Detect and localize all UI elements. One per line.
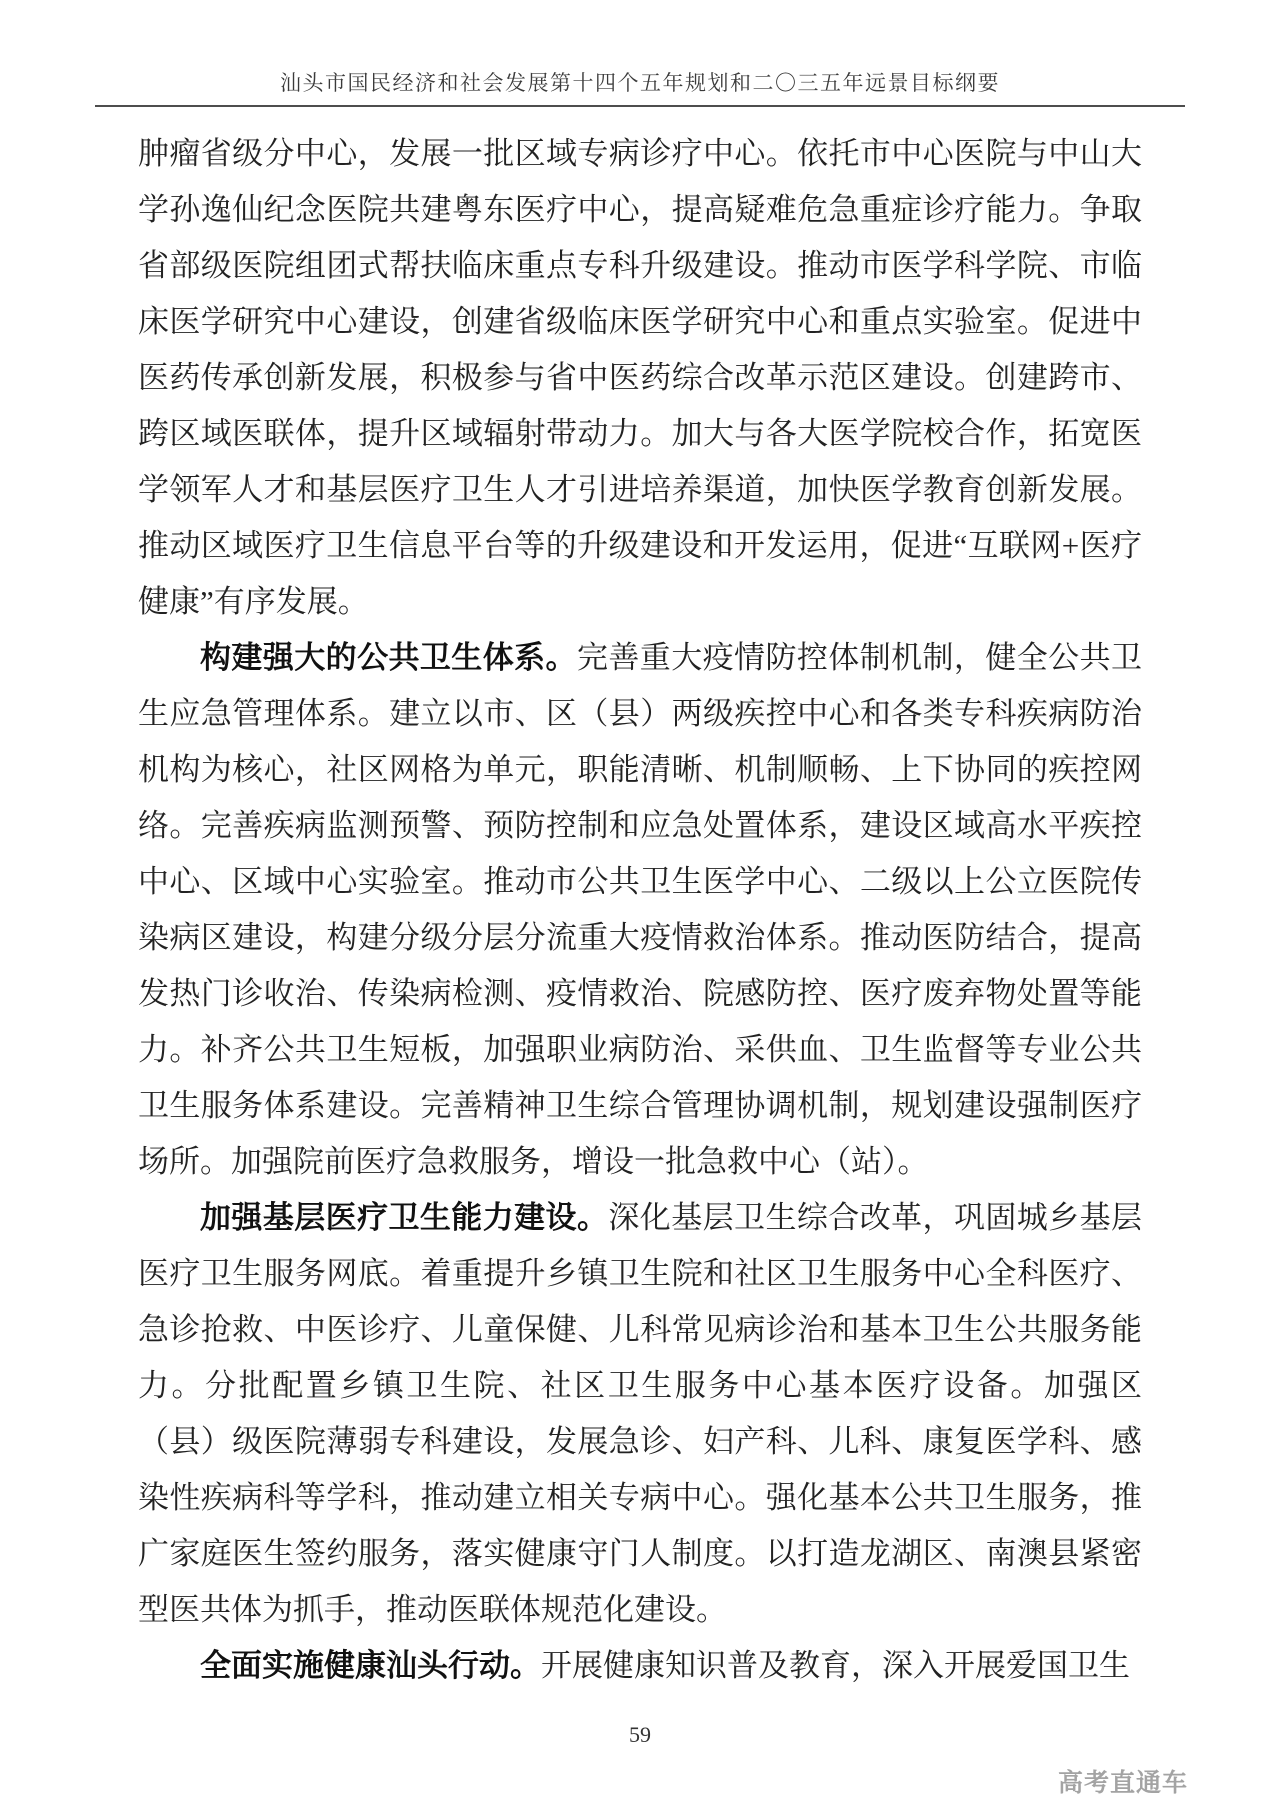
paragraph-2: 构建强大的公共卫生体系。完善重大疫情防控体制机制，健全公共卫生应急管理体系。建立以市、区（县）两级疾控中心和各类专科疾病防治机构为核心，社区网格为单元，职能清晰、机制顺畅、上下协同的疾控网络。完善疾病监测预警、预防控制和应急处置体系，建设区域高水平疾控中心、区域中心实验室。推动市公共卫生医学中心、二级以上公立医院传染病区建设，构建分级分层分流重大疫情救治体系。推动医防结合，提高发热门诊收治、传染病检测、疫情救治、院感防控、医疗废弃物处置等能力。补齐公共卫生短板，加强职业病防治、采供血、卫生监督等专业公共卫生服务体系建设。完善精神卫生综合管理协调机制，规划建设强制医疗场所。加强院前医疗急救服务，增设一批急救中心（站）。 [138,640,1143,1179]
paragraph-4-lead: 全面实施健康汕头行动。 [200,1648,541,1683]
header-title: 汕头市国民经济和社会发展第十四个五年规划和二〇三五年远景目标纲要 [280,71,1000,95]
page-number: 59 [629,1722,651,1747]
watermark: 高考直通车 [1057,1769,1188,1797]
paragraph-3-lead: 加强基层医疗卫生能力建设。 [200,1200,609,1235]
document-body [138,126,1142,1694]
header-rule [95,105,1185,107]
paragraph-2-lead: 构建强大的公共卫生体系。 [200,640,577,675]
paragraph-3: 加强基层医疗卫生能力建设。深化基层卫生综合改革，巩固城乡基层医疗卫生服务网底。着重提升乡镇卫生院和社区卫生服务中心全科医疗、急诊抢救、中医诊疗、儿童保健、儿科常见病诊治和基本卫生公共服务能力。分批配置乡镇卫生院、社区卫生服务中心基本医疗设备。加强区（县）级医院薄弱专科建设，发展急诊、妇产科、儿科、康复医学科、感染性疾病科等学科，推动建立相关专病中心。强化基本公共卫生服务，推广家庭医生签约服务，落实健康守门人制度。以打造龙湖区、南澳县紧密型医共体为抓手，推动医联体规范化建设。 [138,1200,1143,1627]
page-header [95,72,1185,107]
paragraph-1: 肿瘤省级分中心，发展一批区域专病诊疗中心。依托市中心医院与中山大学孙逸仙纪念医院共建粤东医疗中心，提高疑难危急重症诊疗能力。争取省部级医院组团式帮扶临床重点专科升级建设。推动市医学科学院、市临床医学研究中心建设，创建省级临床医学研究中心和重点实验室。促进中医药传承创新发展，积极参与省中医药综合改革示范区建设。创建跨市、跨区域医联体，提升区域辐射带动力。加大与各大医学院校合作，拓宽医学领军人才和基层医疗卫生人才引进培养渠道，加快医学教育创新发展。推动区域医疗卫生信息平台等的升级建设和开发运用，促进“互联网+医疗健康”有序发展。 [138,136,1142,619]
paragraph-4: 全面实施健康汕头行动。开展健康知识普及教育，深入开展爱国卫生 [200,1648,1130,1683]
